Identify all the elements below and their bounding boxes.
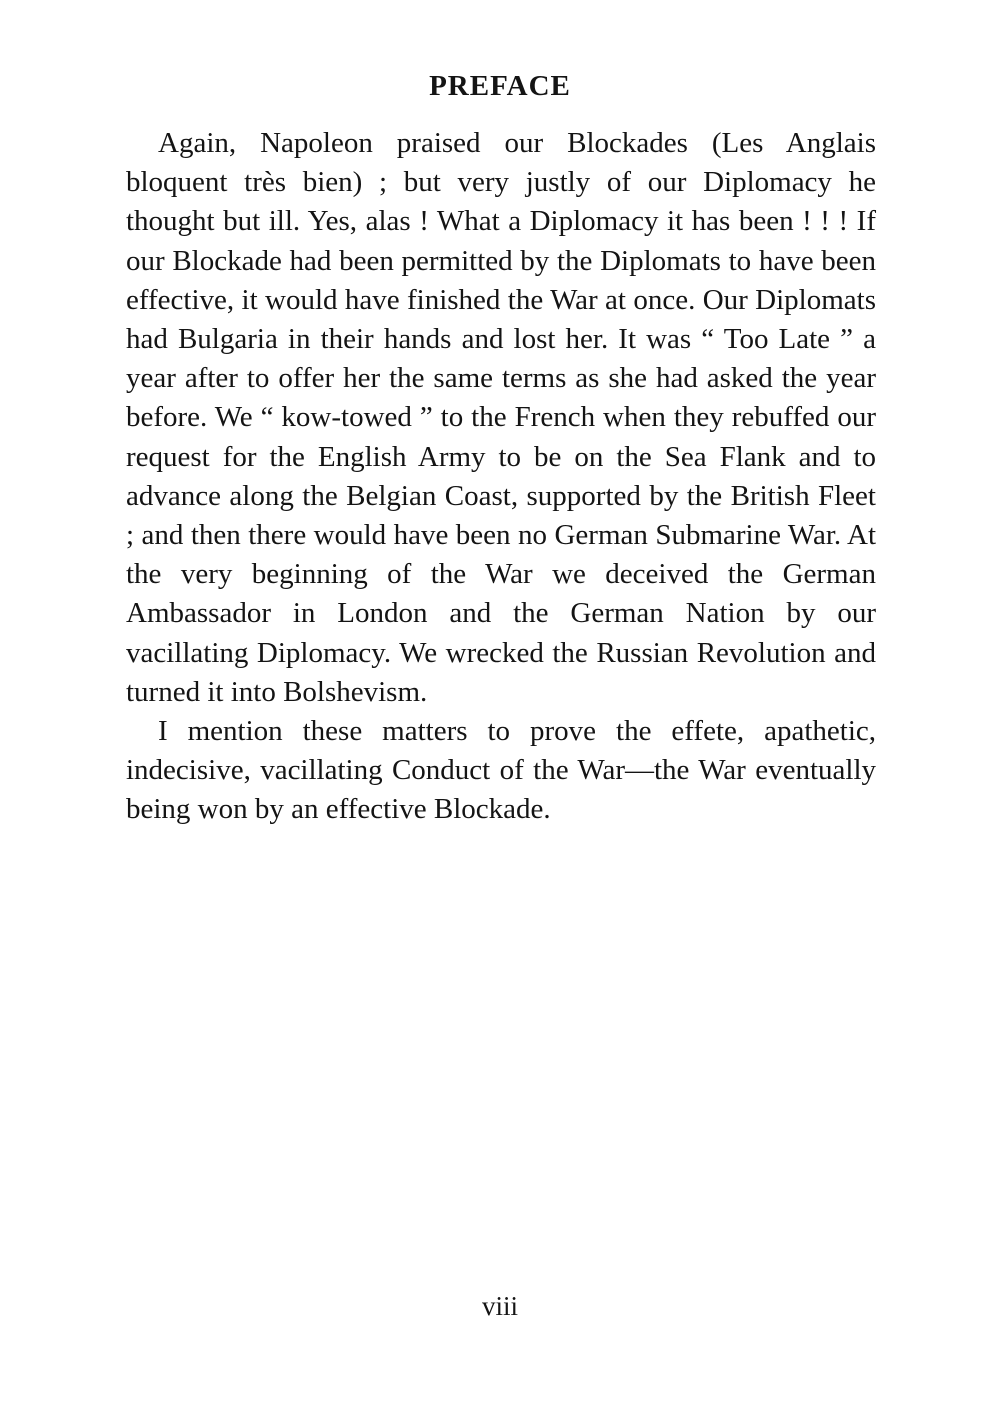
paragraph-2: I mention these matters to prove the effete, apathetic, indecisive, vacillating Conduct of the War—the War eventually being won by an effective Blockade.: [126, 715, 876, 826]
paragraph-1: Again, Napoleon praised our Blockades (Les Anglais bloquent très bien) ; but very justly of our Diplomacy he thought but ill. Yes, alas ! What a Diplomacy it has been ! ! ! If our Blockade had been permitted by the Diplomats to have been effective, it would have finished the War at once. Our Diplomats had Bulgaria in their hands and lost her. It was “ Too Late ” a year after to offer her the same terms as she had asked the year before. We “ kow-towed ” to the French when they rebuffed our request for the English Army to be on the Sea Flank and to advance along the Belgian Coast, supported by the British Fleet ; and then there would have been no German Submarine War. At the very beginning of the War we deceived the German Ambassador in London and the German Nation by our vacillating Diplomacy. We wrecked the Russian Revolution and turned it into Bolshevism.: [126, 127, 876, 708]
running-head: PREFACE: [429, 70, 571, 102]
page-number: viii: [481, 1291, 518, 1321]
body-text: [126, 124, 876, 830]
